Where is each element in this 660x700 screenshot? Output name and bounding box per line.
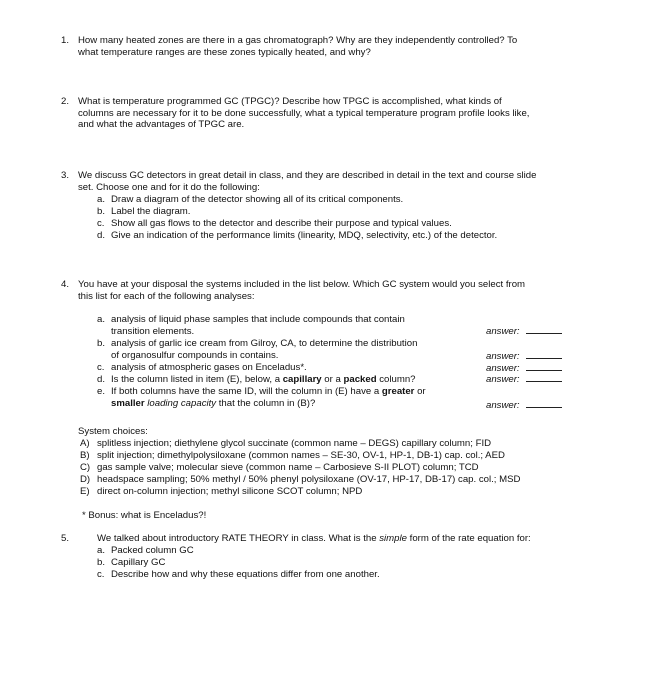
- item-letter: a.: [97, 545, 106, 556]
- answer-blank[interactable]: [526, 370, 562, 371]
- question-2-line: What is temperature programmed GC (TPGC)? Describe how TPGC is accomplished, what kinds of: [78, 96, 502, 107]
- item-text: Give an indication of the performance limits (linearity, MDQ, selectivity, etc.) of the detector.: [111, 230, 498, 241]
- choice-text: splitless injection; diethylene glycol succinate (common name – DEGS) capillary column; FID: [97, 438, 492, 449]
- choice-letter: B): [80, 450, 90, 461]
- item-text: Show all gas flows to the detector and describe their purpose and typical values.: [111, 218, 452, 229]
- bold-greater: greater: [381, 386, 415, 397]
- item-letter: c.: [97, 569, 105, 580]
- item-text: Label the diagram.: [111, 206, 191, 217]
- question-2-text: [78, 96, 529, 131]
- item-letter: b.: [97, 338, 106, 349]
- item-text: transition elements.: [111, 325, 195, 337]
- bonus-question: * Bonus: what is Enceladus?!: [82, 510, 207, 521]
- item-letter: a.: [97, 314, 106, 325]
- question-2-number: 2.: [61, 96, 70, 107]
- question-3-line: set. Choose one and for it do the following:: [78, 181, 260, 193]
- choice-letter: C): [80, 462, 91, 473]
- answer-label: answer:: [486, 363, 520, 374]
- question-4-text: [78, 279, 525, 302]
- answer-d: [486, 374, 562, 386]
- item-letter: b.: [97, 206, 106, 217]
- answer-label: answer:: [486, 400, 520, 411]
- choice-text: gas sample valve; molecular sieve (common name – Carbosieve S-II PLOT) column; TCD: [97, 462, 479, 473]
- choice-letter: D): [80, 474, 91, 485]
- choice-text: split injection; dimethylpolysiloxane (common names – SE-30, OV-1, HP-1, DB-1) cap. col.; AED: [97, 450, 505, 461]
- answer-c: [486, 363, 562, 375]
- italic-loading-capacity: loading capacity: [147, 397, 217, 409]
- question-1-line: How many heated zones are there in a gas chromatograph? Why are they independently controlled? To: [78, 35, 518, 46]
- answer-a: [486, 326, 562, 338]
- question-1-number: 1.: [61, 35, 70, 46]
- bold-capillary: capillary: [282, 374, 322, 385]
- question-5-number: 5.: [61, 533, 70, 544]
- question-1-text: [78, 35, 517, 58]
- item-letter: d.: [97, 374, 106, 385]
- question-4-line: this list for each of the following analyses:: [78, 290, 255, 302]
- bold-packed: packed: [343, 374, 377, 385]
- item-text: [111, 386, 426, 398]
- item-letter: d.: [97, 230, 106, 241]
- item-text: [111, 398, 315, 410]
- text-segment: that the column in (B)?: [216, 397, 316, 409]
- question-3-line: We discuss GC detectors in great detail in class, and they are described in detail in the text and course slide: [78, 170, 537, 181]
- item-text: [111, 374, 416, 386]
- question-2-line: columns are necessary for it to be done successfully, what a typical temperature program profile looks like,: [78, 107, 530, 119]
- item-text: Capillary GC: [111, 557, 166, 568]
- choice-text: headspace sampling; 50% methyl / 50% phenyl polysiloxane (OV-17, HP-17, DB-17) cap. col.; MSD: [97, 474, 521, 485]
- text-segment: or a: [321, 374, 344, 385]
- answer-label: answer:: [486, 326, 520, 337]
- answer-e: [486, 400, 562, 412]
- item-text: analysis of atmospheric gases on Enceladus*.: [111, 362, 307, 373]
- text-segment: We talked about introductory RATE THEORY in class. What is the: [97, 533, 380, 544]
- italic-simple: simple: [379, 533, 407, 544]
- text-segment: form of the rate equation for:: [406, 533, 531, 544]
- question-2-line: and what the advantages of TPGC are.: [78, 119, 245, 130]
- answer-blank[interactable]: [526, 381, 562, 382]
- text-segment: column?: [376, 374, 416, 385]
- choice-letter: A): [80, 438, 90, 449]
- item-text: of organosulfur compounds in contains.: [111, 349, 279, 361]
- answer-label: answer:: [486, 351, 520, 362]
- text-segment: or: [414, 386, 426, 397]
- question-3-text: [78, 170, 536, 193]
- bold-smaller: smaller: [111, 397, 145, 409]
- system-choices-title: System choices:: [78, 426, 148, 437]
- item-text: Packed column GC: [111, 545, 194, 556]
- item-text: analysis of garlic ice cream from Gilroy, CA, to determine the distribution: [111, 338, 418, 349]
- question-3-number: 3.: [61, 170, 70, 181]
- answer-blank[interactable]: [526, 407, 562, 408]
- answer-b: [486, 351, 562, 363]
- text-segment: Is the column listed in item (E), below, a: [111, 374, 283, 385]
- question-4-line: You have at your disposal the systems included in the list below. Which GC system would you select from: [78, 279, 526, 290]
- choice-text: direct on-column injection; methyl silicone SCOT column; NPD: [97, 486, 363, 497]
- item-letter: a.: [97, 194, 106, 205]
- item-letter: e.: [97, 386, 106, 397]
- item-letter: b.: [97, 557, 106, 568]
- choice-letter: E): [80, 486, 90, 497]
- answer-blank[interactable]: [526, 358, 562, 359]
- item-letter: c.: [97, 362, 105, 373]
- text-segment: If both columns have the same ID, will the column in (E) have a: [111, 386, 382, 397]
- item-text: analysis of liquid phase samples that include compounds that contain: [111, 314, 405, 325]
- answer-label: answer:: [486, 374, 520, 385]
- answer-blank[interactable]: [526, 333, 562, 334]
- item-letter: c.: [97, 218, 105, 229]
- question-5-text: [97, 533, 531, 545]
- question-4-number: 4.: [61, 279, 70, 290]
- question-1-line: what temperature ranges are these zones typically heated, and why?: [78, 46, 371, 58]
- item-text: Draw a diagram of the detector showing all of its critical components.: [111, 194, 404, 205]
- item-text: Describe how and why these equations differ from one another.: [111, 569, 380, 580]
